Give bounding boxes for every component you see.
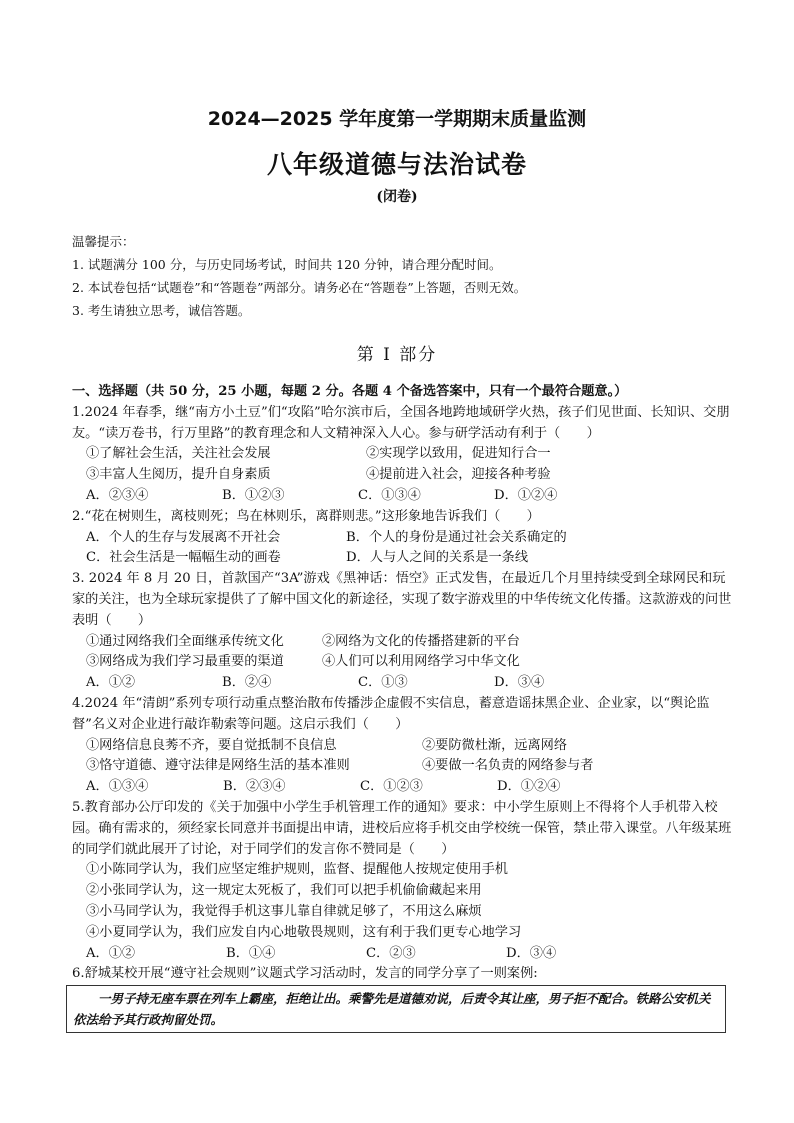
answer-d: D．①②④	[494, 487, 558, 503]
option: ②实现学以致用，促进知行合一	[366, 446, 551, 462]
answer-a: A．②③④	[86, 487, 149, 503]
option: ④提前进入社会，迎接各种考验	[366, 467, 551, 483]
question-3	[72, 569, 732, 694]
answer-a: A．①③④	[86, 779, 149, 795]
section-heading: 一、选择题（共 50 分，25 小题，每题 2 分。各题 4 个备选答案中，只有一个最符合题意。）	[72, 384, 628, 399]
option-row	[72, 881, 732, 902]
option-row	[72, 444, 732, 465]
option: ②要防微杜渐，远离网络	[422, 737, 568, 753]
option: ③小马同学认为，我觉得手机这事儿靠自律就足够了，不用这么麻烦	[86, 903, 482, 919]
answer-b: B．①②③	[222, 487, 285, 503]
option-row	[72, 632, 732, 653]
exam-type-label: (闭卷)	[376, 189, 418, 205]
question-1	[72, 403, 732, 507]
option-row	[72, 756, 732, 777]
answer-b: B．②④	[222, 675, 272, 691]
option: ③丰富人生阅历，提升自身素质	[86, 467, 271, 483]
answer-c: C．①②③	[360, 779, 423, 795]
reminder-item-2: 2. 本试卷包括“试题卷”和“答题卷”两部分。请务必在“答题卷”上答题，否则无效。	[72, 280, 527, 295]
option-row	[72, 860, 732, 881]
answer-row	[72, 944, 732, 965]
questions-body	[72, 382, 732, 985]
question-stem: 2.“花在树则生，离枝则死；鸟在林则乐，离群则悲。”这形象地告诉我们（ ）	[72, 508, 540, 524]
answer-row	[72, 548, 732, 569]
exam-subject-title: 八年级道德与法治试卷	[266, 150, 527, 179]
option: ①了解社会生活，关注社会发展	[86, 446, 271, 462]
option: ②网络为文化的传播搭建新的平台	[322, 633, 520, 649]
option: ①网络信息良莠不齐，要自觉抵制不良信息	[86, 737, 337, 753]
answer-d: D．①②④	[497, 779, 561, 795]
reminder-item-1: 1. 试题满分 100 分，与历史同场考试，时间共 120 分钟，请合理分配时间。	[72, 257, 502, 272]
reminder-block	[72, 230, 732, 322]
answer-row	[72, 673, 732, 694]
option-row	[72, 465, 732, 486]
question-stem: 3. 2024 年 8 月 20 日，首款国产“3A”游戏《黑神话：悟空》正式发售，在最近几个月里持续受到全球网民和玩家的关注，也为全球玩家提供了了解中国文化的新途径，实现了数字游戏里的中华传统文化传播。这款游戏的问世表明（ ）	[72, 571, 732, 628]
option-row	[72, 652, 732, 673]
option: ④小夏同学认为，我们应发自内心地敬畏规则，这有利于我们更专心地学习	[86, 924, 522, 940]
answer-a: A．个人的生存与发展离不开社会	[86, 529, 281, 545]
question-4	[72, 694, 732, 798]
option-row	[72, 902, 732, 923]
answer-a: A．①②	[86, 675, 136, 691]
option: ④人们可以利用网络学习中华文化	[322, 654, 520, 670]
option: ④要做一名负责的网络参与者	[422, 758, 594, 774]
answer-a: A．①②	[86, 945, 136, 961]
case-text-box	[66, 985, 726, 1033]
question-2	[72, 507, 732, 569]
option: ②小张同学认为，这一规定太死板了，我们可以把手机偷偷藏起来用	[86, 883, 482, 899]
answer-row	[72, 486, 732, 507]
question-6	[72, 964, 732, 985]
question-stem: 4.2024 年“清朗”系列专项行动重点整治散布传播涉企虚假不实信息，蓄意造谣抹黑企业、企业家，以“舆论监督”名义对企业进行敲诈勒索等问题。这启示我们（ ）	[72, 695, 710, 732]
question-stem: 5.教育部办公厅印发的《关于加强中小学生手机管理工作的通知》要求：中小学生原则上不得将个人手机带入校园。确有需求的，须经家长同意并书面提出申请，进校后应将手机交由学校统一保管，禁止带入课堂。八年级某班的同学们就此展开了讨论，对于同学们的发言你不赞同是（ ）	[72, 799, 732, 857]
answer-b: B．①④	[226, 945, 276, 961]
question-stem: 6.舒城某校开展“遵守社会规则”议题式学习活动时，发言的同学分享了一则案例:	[72, 966, 538, 982]
answer-b: B．个人的身份是通过社会关系确定的	[346, 529, 567, 545]
option: ③网络成为我们学习最重要的渠道	[86, 654, 284, 670]
answer-row	[72, 777, 732, 798]
answer-c: C．①③	[358, 675, 408, 691]
reminder-title: 温馨提示：	[72, 234, 135, 249]
reminder-item-3: 3. 考生请独立思考，诚信答题。	[72, 303, 251, 318]
answer-b: B．②③④	[223, 779, 286, 795]
exam-period-title: 2024—2025 学年度第一学期期末质量监测	[207, 108, 587, 130]
answer-d: D．③④	[494, 675, 545, 691]
part-title: 第 I 部分	[356, 345, 438, 365]
case-text: 一男子持无座车票在列车上霸座，拒绝让出。乘警先是道德劝说，后责令其让座，男子拒不配合。铁路公安机关依法给予其行政拘留处罚。	[73, 991, 711, 1027]
answer-c: C．①③④	[358, 487, 421, 503]
option: ①通过网络我们全面继承传统文化	[86, 633, 284, 649]
answer-row	[72, 528, 732, 549]
answer-c: C．社会生活是一幅幅生动的画卷	[86, 550, 281, 566]
option-row	[72, 923, 732, 944]
question-stem: 1.2024 年春季，继“南方小土豆”们“攻陷”哈尔滨市后，全国各地跨地域研学火热，孩子们见世面、长知识、交朋友。“读万卷书，行万里路”的教育理念和人文精神深入人心。参与研学活动有利于（ ）	[72, 404, 730, 441]
option-row	[72, 736, 732, 757]
option: ①小陈同学认为，我们应坚定维护规则，监督、提醒他人按规定使用手机	[86, 862, 508, 878]
question-5	[72, 798, 732, 964]
answer-c: C．②③	[366, 945, 416, 961]
answer-d: D．③④	[506, 945, 557, 961]
answer-d: D．人与人之间的关系是一条线	[346, 550, 529, 566]
option: ③恪守道德、遵守法律是网络生活的基本准则	[86, 758, 350, 774]
